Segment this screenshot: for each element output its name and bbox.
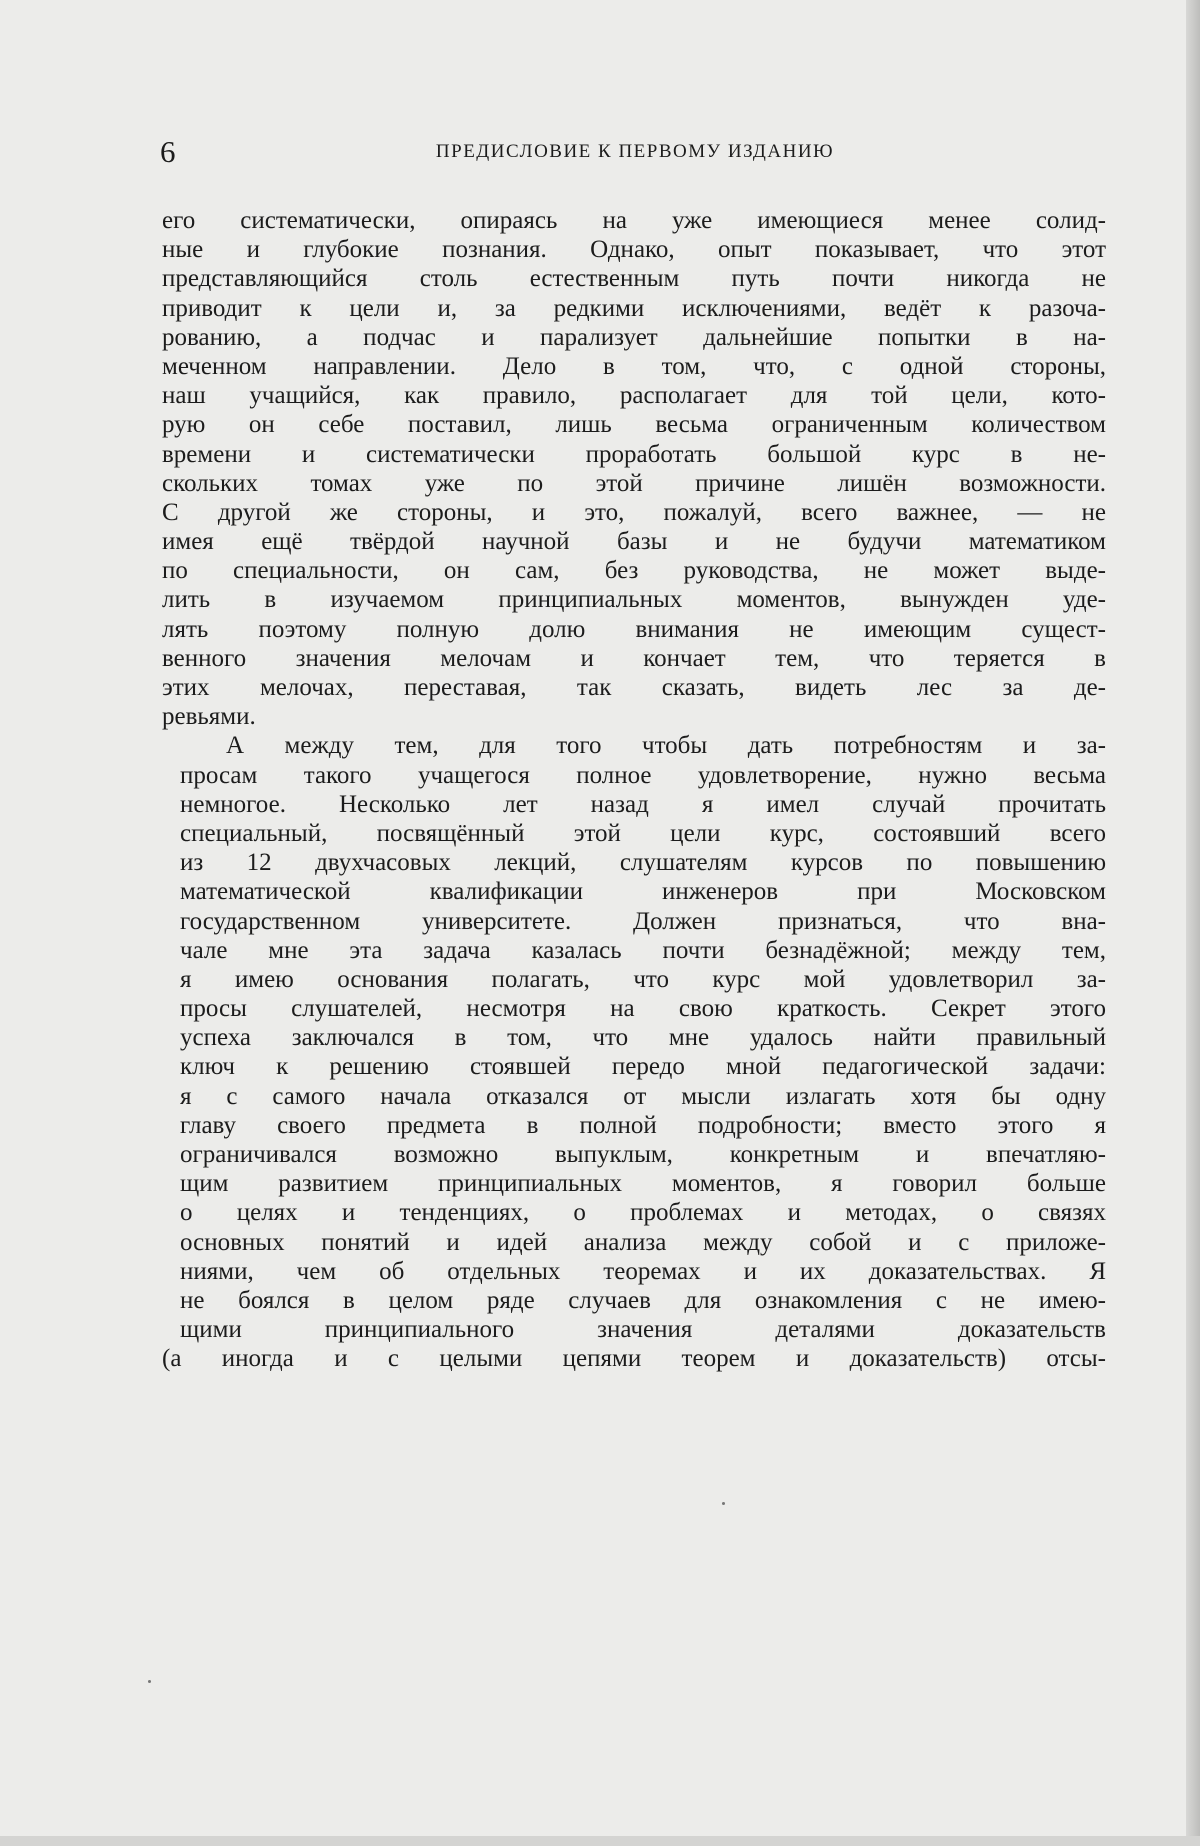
text-line: я с самого начала отказался от мысли излагать хотя бы одну bbox=[180, 1082, 1106, 1110]
text-line: специальный, посвящённый этой цели курс, состоявший всего bbox=[180, 819, 1106, 847]
page-bottom-edge bbox=[0, 1836, 1200, 1846]
text-line: (а иногда и с целыми цепями теорем и доказательств) отсы- bbox=[162, 1345, 1106, 1373]
text-line: ревьями. bbox=[162, 703, 256, 731]
text-line: ключ к решению стоявшей передо мной педагогической задачи: bbox=[180, 1053, 1106, 1081]
text-line: успеха заключался в том, что мне удалось найти правильный bbox=[180, 1024, 1106, 1052]
text-line: этих мелочах, переставая, так сказать, видеть лес за де- bbox=[162, 674, 1106, 701]
text-line: щим развитием принципиальных моментов, я говорил больше bbox=[180, 1170, 1106, 1198]
text-line: просы слушателей, несмотря на свою краткость. Секрет этого bbox=[180, 995, 1106, 1023]
text-line: рованию, а подчас и парализует дальнейшие попытки в на- bbox=[162, 323, 1106, 351]
running-head-title: ПРЕДИСЛОВИЕ К ПЕРВОМУ ИЗДАНИЮ bbox=[435, 141, 835, 162]
text-line: главу своего предмета в полной подробности; вместо этого я bbox=[180, 1111, 1106, 1139]
text-line: ниями, чем об отдельных теоремах и их доказательствах. Я bbox=[180, 1257, 1106, 1285]
text-line: представляющийся столь естественным путь почти никогда не bbox=[162, 265, 1106, 293]
text-line: времени и систематически проработать большой курс в не- bbox=[162, 440, 1106, 468]
text-line: лить в изучаемом принципиальных моментов, вынужден уде- bbox=[162, 586, 1106, 614]
text-line: по специальности, он сам, без руководства, не может выде- bbox=[162, 557, 1106, 585]
text-line: из 12 двухчасовых лекций, слушателям курсов по повышению bbox=[180, 849, 1106, 877]
text-line: ные и глубокие познания. Однако, опыт показывает, что этот bbox=[162, 236, 1106, 264]
text-line: скольких томах уже по этой причине лишён возможности. bbox=[162, 469, 1106, 497]
text-line: меченном направлении. Дело в том, что, с одной стороны, bbox=[162, 352, 1106, 380]
text-line: имея ещё твёрдой научной базы и не будучи математиком bbox=[162, 528, 1106, 556]
text-line: венного значения мелочам и кончает тем, что теряется в bbox=[162, 644, 1106, 672]
body-text bbox=[162, 206, 1106, 1374]
text-line: математической квалификации инженеров при Московском bbox=[180, 878, 1106, 906]
page-number: 6 bbox=[160, 134, 176, 169]
page-edge-shadow bbox=[1186, 0, 1200, 1846]
text-line: лять поэтому полную долю внимания не имеющим сущест- bbox=[162, 615, 1106, 643]
running-head bbox=[160, 132, 1110, 172]
text-line: его систематически, опираясь на уже имеющиеся менее солид- bbox=[162, 207, 1106, 234]
text-line: чале мне эта задача казалась почти безнадёжной; между тем, bbox=[180, 936, 1106, 964]
paper-speck bbox=[148, 1680, 151, 1683]
text-line: наш учащийся, как правило, располагает для той цели, кото- bbox=[162, 382, 1106, 410]
paper-speck bbox=[722, 1502, 725, 1505]
text-line: просам такого учащегося полное удовлетворение, нужно весьма bbox=[180, 761, 1106, 789]
text-line: о целях и тенденциях, о проблемах и методах, о связях bbox=[180, 1199, 1106, 1227]
text-line: ограничивался возможно выпуклым, конкретным и впечатляю- bbox=[180, 1141, 1106, 1168]
text-line: не боялся в целом ряде случаев для ознакомления с не имею- bbox=[180, 1286, 1106, 1314]
text-line: щими принципиального значения деталями доказательств bbox=[180, 1316, 1106, 1344]
text-line: немногое. Несколько лет назад я имел случай прочитать bbox=[180, 790, 1106, 818]
text-line: основных понятий и идей анализа между собой и с приложе- bbox=[180, 1228, 1106, 1256]
text-line: С другой же стороны, и это, пожалуй, всего важнее, — не bbox=[162, 498, 1106, 526]
text-line: А между тем, для того чтобы дать потребностям и за- bbox=[226, 732, 1106, 760]
text-line: я имею основания полагать, что курс мой удовлетворил за- bbox=[180, 965, 1106, 993]
text-line: рую он себе поставил, лишь весьма ограниченным количеством bbox=[162, 411, 1106, 439]
text-line: государственном университете. Должен признаться, что вна- bbox=[180, 907, 1106, 935]
text-line: приводит к цели и, за редкими исключениями, ведёт к разоча- bbox=[162, 294, 1106, 322]
